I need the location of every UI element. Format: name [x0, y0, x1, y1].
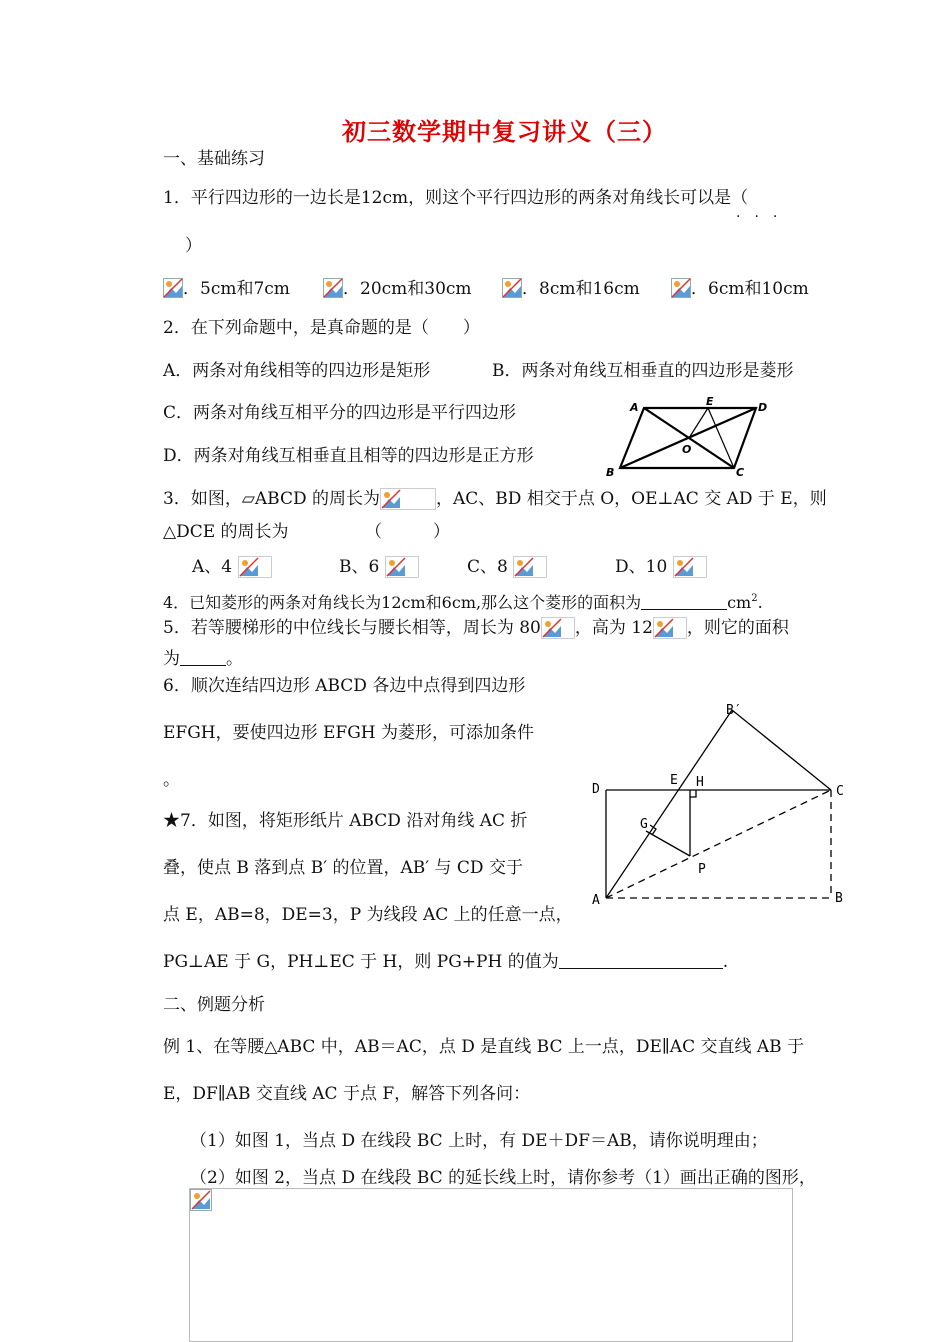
- broken-image-icon: [653, 617, 687, 637]
- question-2-option-c: C．两条对角线互相平分的四边形是平行四边形: [163, 403, 517, 423]
- question-3-option-d: D、10: [615, 556, 707, 576]
- question-3-line2: △DCE 的周长为 （ ）: [163, 522, 451, 542]
- example-1-part1: （1）如图 1，当点 D 在线段 BC 上时，有 DE＋DF＝AB，请你说明理由；: [190, 1131, 768, 1151]
- fig2-label-b-prime: B′: [726, 703, 742, 718]
- example-1-line2: E，DF∥AB 交直线 AC 于点 F，解答下列各问：: [163, 1084, 531, 1104]
- folded-rectangle-figure: [584, 698, 854, 912]
- image-placeholder-frame: [189, 1188, 793, 1342]
- fig1-label-o: O: [682, 443, 692, 456]
- question-2-option-a: A．两条对角线相等的四边形是矩形: [163, 361, 431, 381]
- broken-image-icon: [238, 556, 272, 576]
- question-5-line1: 5．若等腰梯形的中位线长与腰长相等，周长为 80 ，高为 12 ，则它的面积: [163, 618, 789, 638]
- question-7-line1: ★7．如图，将矩形纸片 ABCD 沿对角线 AC 折: [163, 811, 528, 831]
- fig2-label-d: D: [592, 782, 600, 797]
- answer-blank[interactable]: [180, 665, 226, 666]
- question-7-line4: PG⊥AE 于 G，PH⊥EC 于 H，则 PG+PH 的值为 .: [163, 952, 729, 972]
- section-heading-examples: 二、例题分析: [163, 995, 265, 1015]
- question-3-option-a: A、4: [192, 556, 272, 576]
- broken-image-icon: [502, 278, 522, 298]
- question-1-option-d: ．6cm和10cm: [671, 278, 809, 298]
- question-1-stem: [163, 190, 748, 207]
- example-1-part2: （2）如图 2，当点 D 在线段 BC 的延长线上时，请你参考（1）画出正确的图形，: [190, 1168, 816, 1188]
- question-1-option-c: ．8cm和16cm: [502, 278, 640, 298]
- question-3-line1: 3．如图，▱ABCD 的周长为 ，AC、BD 相交于点 O，OE⊥AC 交 AD 于 E，则: [163, 489, 827, 509]
- emphasis-dots: ···: [736, 209, 792, 225]
- question-7-line2: 叠，使点 B 落到点 B′ 的位置，AB′ 与 CD 交于: [163, 858, 523, 878]
- question-7-line3: 点 E，AB=8，DE=3，P 为线段 AC 上的任意一点，: [163, 905, 573, 925]
- fig2-label-e: E: [670, 773, 678, 788]
- question-6-line1: 6．顺次连结四边形 ABCD 各边中点得到四边形: [163, 676, 526, 696]
- broken-image-icon: [323, 278, 343, 298]
- question-6-line3: 。: [163, 770, 180, 790]
- fig2-label-b: B: [835, 891, 843, 906]
- broken-image-icon: [163, 278, 183, 298]
- page-title: 初三数学期中复习讲义（三）: [342, 117, 667, 146]
- broken-image-icon: [673, 556, 707, 576]
- answer-blank[interactable]: [641, 609, 727, 610]
- question-3-option-b: B、6: [339, 556, 419, 576]
- question-3-option-c: C、8: [467, 556, 547, 576]
- section-heading-basic: 一、基础练习: [163, 149, 265, 169]
- broken-image-icon: [671, 278, 691, 298]
- fig2-label-p: P: [698, 862, 706, 877]
- example-1-line1: 例 1、在等腰△ABC 中，AB＝AC，点 D 是直线 BC 上一点，DE∥AC 交直线 AB 于: [163, 1037, 805, 1057]
- broken-image-icon: [541, 617, 575, 637]
- broken-image-icon: [380, 488, 436, 508]
- fig2-label-h: H: [696, 775, 704, 790]
- fig1-label-b: B: [606, 466, 615, 479]
- fig2-label-g: G: [640, 817, 648, 832]
- fig1-label-a: A: [630, 401, 639, 414]
- question-4: 4．已知菱形的两条对角线长为12cm和6cm,那么这个菱形的面积为 $cm^2$.: [163, 593, 763, 612]
- question-1-text: 1．平行四边形的一边长是12cm，则这个平行四边形的两条对角线长可以是（: [163, 188, 749, 208]
- fig1-label-e: E: [706, 396, 714, 408]
- fig1-label-c: C: [736, 466, 745, 479]
- question-1-close-paren: ）: [185, 236, 202, 256]
- fig1-label-d: D: [758, 401, 768, 414]
- parallelogram-figure: [600, 396, 780, 480]
- question-6-line2: EFGH，要使四边形 EFGH 为菱形，可添加条件: [163, 723, 535, 743]
- broken-image-icon: [513, 556, 547, 576]
- question-2-option-d: D．两条对角线互相垂直且相等的四边形是正方形: [163, 446, 534, 466]
- broken-image-icon: [190, 1189, 210, 1209]
- fig2-label-a: A: [592, 893, 600, 908]
- broken-image-icon: [385, 556, 419, 576]
- question-5-line2: 为 。: [163, 649, 243, 669]
- question-1-option-b: ．20cm和30cm: [323, 278, 472, 298]
- answer-blank[interactable]: [559, 968, 723, 969]
- fig2-label-c: C: [836, 784, 844, 799]
- question-2-stem: 2．在下列命题中，是真命题的是（ ）: [163, 318, 480, 338]
- question-2-option-b: B．两条对角线互相垂直的四边形是菱形: [492, 361, 794, 381]
- question-1-option-a: ．5cm和7cm: [163, 278, 290, 298]
